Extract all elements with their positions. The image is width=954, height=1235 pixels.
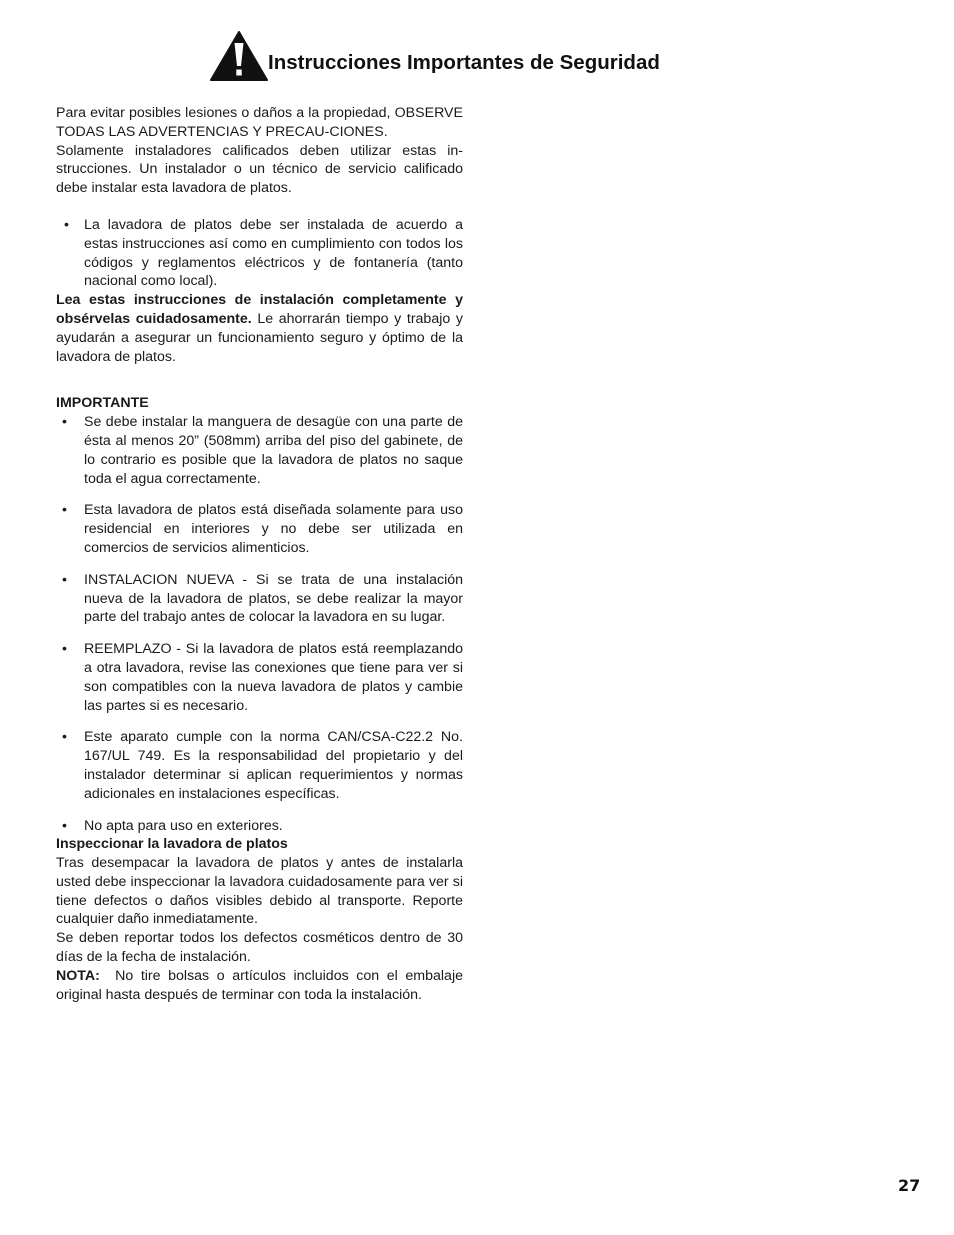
list-item-text: Se debe instalar la manguera de desagüe con una parte de ésta al menos 20” (508mm) arriba del piso del gabinete, de lo contrario es posible que la lavadora de platos no saque toda el agua correctamente. — [84, 414, 463, 487]
intro-paragraph: Para evitar posibles lesiones o daños a la propiedad, OBSERVE TODAS LAS ADVERTENCIAS Y PRECAU-CIONES. — [56, 105, 463, 140]
note-text: No tire bolsas o artículos incluidos con el embalaje original hasta después de terminar con toda la instalación. — [56, 967, 467, 1003]
list-item — [56, 216, 463, 291]
bullet-icon: • — [62, 502, 67, 519]
bullet-icon: • — [62, 817, 67, 834]
list-item-text: INSTALACION NUEVA - Si se trata de una instalación nueva de la lavadora de platos, se debe realizar la mayor parte del trabajo antes de colocar la lavadora en su lugar. — [84, 571, 463, 626]
important-heading: IMPORTANTE — [56, 395, 149, 412]
inspect-heading: Inspeccionar la lavadora de platos — [56, 836, 288, 853]
read-note-paragraph — [56, 291, 463, 366]
list-item — [56, 413, 463, 488]
read-note-text: Le ahorrarán tiempo y trabajo y ayudarán a asegurar un funcionamiento seguro y óptimo de la lavadora de platos. — [56, 310, 463, 365]
bullet-icon: • — [62, 414, 67, 431]
page-number: 27 — [898, 1176, 921, 1195]
inspect-paragraph: Tras desempacar la lavadora de platos y antes de instalarla usted debe inspeccionar la lavadora cuidadosamente para ver si tiene defectos o daños visibles debido al transporte. Reporte cualquier daño inmediatamente. — [56, 855, 463, 928]
list-item — [56, 728, 463, 803]
page-title: Instrucciones Importantes de Seguridad — [268, 51, 660, 74]
note-label: NOTA: — [56, 967, 100, 984]
bullet-icon: • — [62, 571, 67, 588]
bullet-icon: • — [62, 641, 67, 658]
inspect-report-paragraph: Se deben reportar todos los defectos cosméticos dentro de 30 días de la fecha de instalación. — [56, 930, 463, 966]
list-item-text: La lavadora de platos debe ser instalada de acuerdo a estas instrucciones así como en cumplimiento con todos los códigos y reglamentos eléctricos y de fontanería (tanto nacional como local). — [84, 216, 463, 290]
content-column — [56, 104, 467, 1004]
list-item-text: REEMPLAZO - Si la lavadora de platos está reemplazando a otra lavadora, revise las conexiones que tiene para ver si son compatibles con la nueva lavadora de platos y cambie las partes si es necesario. — [84, 641, 463, 714]
install-bullet-list — [56, 216, 463, 291]
intro-paragraph-qualified: Solamente instaladores calificados deben utilizar estas in-strucciones. Un instalador o un técnico de servicio calificado debe instalar esta lavadora de platos. — [56, 142, 463, 197]
bullet-icon: • — [62, 729, 67, 746]
page-header — [210, 30, 660, 82]
list-item — [56, 571, 463, 627]
note-paragraph — [56, 967, 467, 1005]
list-item-text: Este aparato cumple con la norma CAN/CSA-C22.2 No. 167/UL 749. Es la responsabilidad del propietario y del instalador determinar si aplican requerimientos y normas adicionales en instalaciones específicas. — [84, 729, 463, 802]
list-item — [56, 640, 463, 715]
important-list — [56, 413, 463, 835]
list-item-text: Esta lavadora de platos está diseñada solamente para uso residencial en interiores y no debe ser utilizada en comercios de servicios alimenticios. — [84, 502, 463, 556]
bullet-icon: • — [64, 216, 69, 233]
list-item-text: No apta para uso en exteriores. — [84, 817, 283, 834]
read-note-bold: Lea estas instrucciones de instalación completamente y obsérvelas cuidadosamente. — [56, 292, 463, 327]
warning-triangle-icon — [210, 30, 268, 82]
list-item — [56, 501, 463, 557]
list-item — [56, 817, 463, 836]
